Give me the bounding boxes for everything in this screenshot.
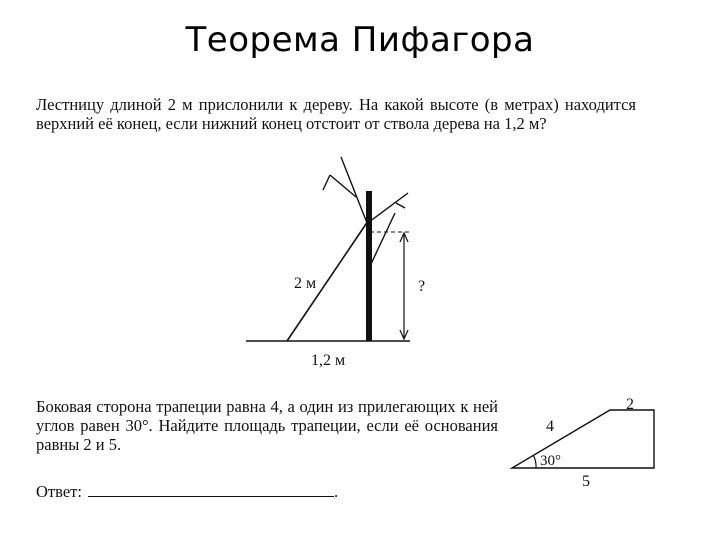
angle-label: 30° — [540, 453, 561, 469]
trapezoid-shape — [512, 410, 654, 468]
ladder-length-label: 2 м — [294, 275, 317, 292]
trapezoid-diagram — [512, 396, 654, 490]
problem-2-text: Боковая сторона трапеции равна 4, а один из прилегающих к ней углов равен 30°. Найдите площадь трапеции, если её основания равны 2 и 5. — [36, 397, 498, 454]
tree-branches — [323, 157, 408, 264]
side-length-label: 4 — [546, 418, 554, 435]
top-base-label: 2 — [626, 396, 634, 413]
answer-blank-line[interactable] — [88, 482, 334, 497]
bottom-base-label: 5 — [582, 473, 590, 490]
height-question-label: ? — [418, 278, 426, 295]
answer-field[interactable]: Ответ: . — [36, 482, 339, 501]
height-arrow — [400, 233, 408, 339]
answer-label: Ответ: — [36, 482, 82, 501]
slide-title: Теорема Пифагора — [185, 20, 535, 60]
base-distance-label: 1,2 м — [311, 352, 346, 369]
tree-trunk — [366, 191, 372, 341]
problem-1-text: Лестницу длиной 2 м прислонили к дереву. На какой высоте (в метрах) находится верхний её конец, если нижний конец отстоит от ствола дерева на 1,2 м? — [36, 95, 636, 133]
angle-arc — [534, 456, 537, 469]
